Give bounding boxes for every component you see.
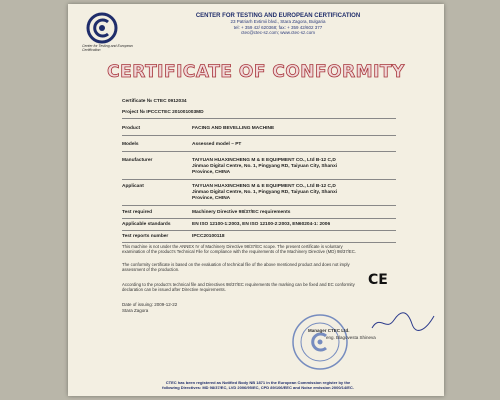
divider	[122, 205, 396, 206]
standards-value: EN ISO 12100-1:2003, EN ISO 12100-2:2003, EN60204-1: 2006	[192, 222, 331, 227]
divider	[122, 135, 396, 136]
ce-mark: CE	[368, 272, 388, 288]
test-reports-value: IPCC20100118	[192, 234, 225, 239]
signature-icon	[368, 308, 438, 336]
manufacturer-value: TAIYUAN HUAXINCHENG M & E EQUIPMENT CO., Ltd B-12 C,D Jinmao Digital Centre, No. 1, Pingyang RD, Taiyuan City, Shanxi Province, CHINA	[192, 158, 338, 175]
notified-body-footer	[108, 380, 408, 390]
models-value: Assessed model – PT	[192, 142, 242, 147]
org-web: ctec@ctec-sz.com; www.ctec-sz.com	[240, 30, 316, 35]
scope-paragraph: This machine is not under the ANNEX IV of Machinery Directive 98/37/EC scope. The present certificate is voluntary examination of the product's Technical File for compliance with the requirements of the Machinery Directive (MD) 98/37/EC.	[122, 244, 357, 255]
manager-name: eng. Blagovesta Shineva	[326, 335, 376, 340]
certificate-page	[68, 4, 444, 396]
manager-title: Manager CTEC Ltd.	[308, 328, 350, 333]
divider	[122, 230, 396, 231]
applicant-label: Applicant	[122, 184, 144, 189]
certificate-title: CERTIFICATE OF CONFORMITY	[107, 62, 405, 82]
applicant-value: TAIYUAN HUAXINCHENG M & E EQUIPMENT CO., Ltd B-12 C,D Jinmao Digital Centre, No. 1, Pingyang RD, Taiyuan City, Shanxi Province, CHINA	[192, 184, 338, 201]
divider	[122, 179, 396, 180]
certificate-number: Certificate № CTEC 0912034	[122, 99, 187, 104]
footer-line-2: following Directives: MD 98/37/EC, LVD 2006/95/EC, CPD 89/106/EEC and Noise emission 2000/14/EC.	[162, 385, 354, 390]
test-required-value: Machinery Directive 98/37/EC requirements	[192, 210, 291, 215]
org-address: 23 Patriarh Evtimii blvd., Stara Zagora, Bulgaria	[230, 19, 326, 24]
standards-label: Applicable standards	[122, 222, 171, 227]
footer-line-1: CTEC has been registered as Notified Body NB 1871 in the European Commission register by the	[165, 380, 351, 385]
logo-caption: Center for Testing and European Certification	[82, 44, 133, 52]
divider	[122, 118, 396, 119]
marking-paragraph: According to the product's technical file and Directives 98/37/EC requirements the marking can be fixed and EC conformity declaration can be issued after Directive requirements.	[122, 282, 355, 293]
product-value: FACING AND BEVELLING MACHINE	[192, 126, 275, 131]
manufacturer-label: Manufacturer	[122, 158, 153, 163]
divider	[122, 218, 396, 219]
product-label: Product	[122, 126, 141, 131]
test-required-label: Test required	[122, 210, 153, 215]
org-phone: tel: + 359 42/ 620368; fax: + 359 42/602 377	[233, 24, 323, 30]
issue-place: Stara Zagora	[122, 308, 149, 313]
certifier-header	[178, 13, 378, 36]
official-stamp-icon	[290, 312, 350, 372]
ctec-logo-icon	[86, 12, 118, 44]
issue-date: Date of issuing: 2009-12-22	[122, 302, 178, 307]
org-name: CENTER FOR TESTING AND EUROPEAN CERTIFICATION	[195, 13, 361, 19]
models-label: Models	[122, 142, 139, 147]
divider	[122, 151, 396, 152]
basis-paragraph: The conformity certificate is based on the evaluation of technical file of the above mentioned product and does not imply assessment of the production.	[122, 262, 350, 273]
divider	[122, 242, 396, 243]
project-number: Project № IPCCCTEC 201001003MD	[122, 110, 204, 115]
test-reports-label: Test reports number	[122, 234, 169, 239]
